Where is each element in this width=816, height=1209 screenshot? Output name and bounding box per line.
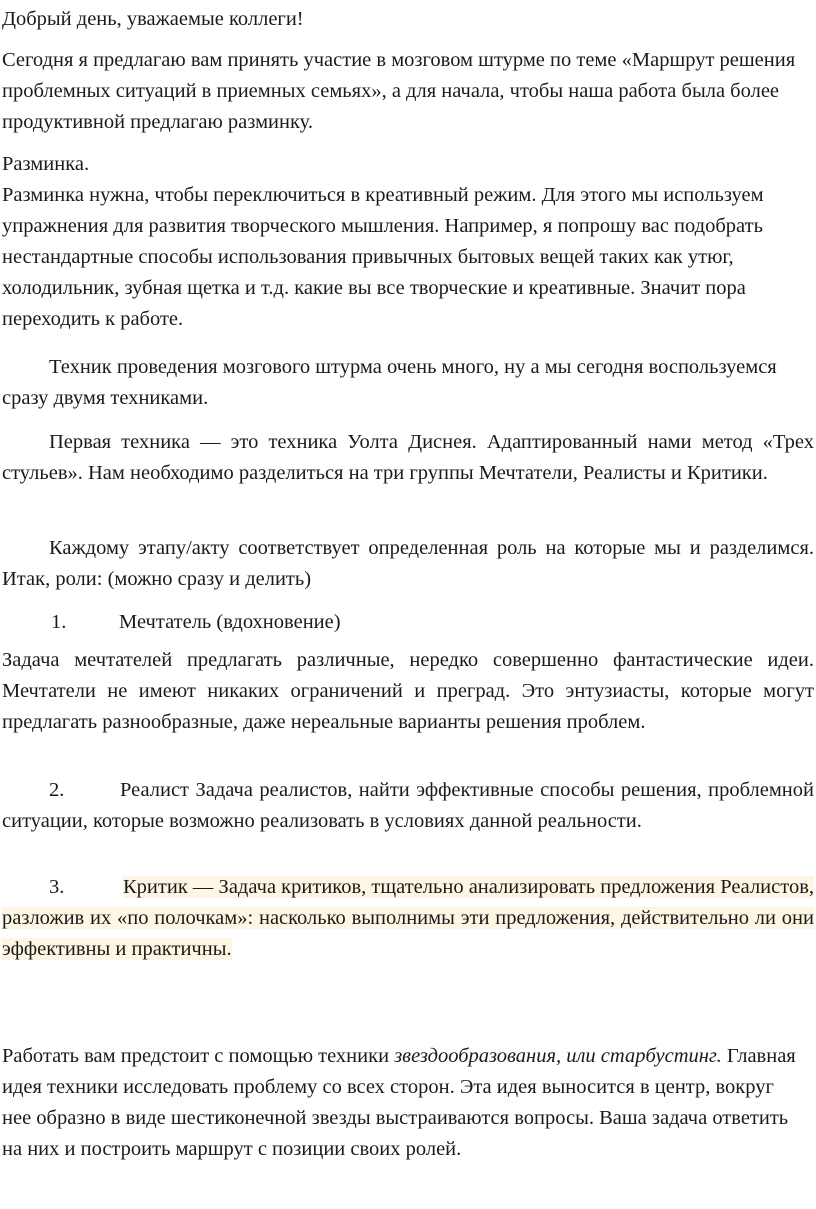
list-number: 2. <box>49 779 65 801</box>
second-technique-text: Главная идея техники исследовать проблему со всех сторон. Эта идея выносится в центр, вокруг нее образно в виде шестиконечной звезды выстраиваются вопросы. Ваша задача ответить на них и построить маршрут с позиции своих ролей. <box>2 1045 796 1160</box>
warmup-text: Разминка нужна, чтобы переключиться в креативный режим. Для этого мы используем упражнения для развития творческого мышления. Например, я попрошу вас подобрать нестандартные способы использования привычных бытовых вещей таких как утюг, холодильник, зубная щетка и т.д. какие вы все творческие и креативные. Значит пора переходить к работе. <box>2 184 764 330</box>
greeting: Добрый день, уважаемые коллеги! <box>2 8 304 30</box>
role-text: Реалист Задача реалистов, найти эффективные способы решения, проблемной ситуации, которые возможно реализовать в условиях данной реальности. <box>2 779 814 832</box>
role-description: Задача мечтателей предлагать различные, нередко совершенно фантастические идеи. Мечтатели не имеют никаких ограничений и преград. Это энтузиасты, которые могут предлагать разнообразные, даже нереальные варианты решения проблем. <box>2 649 814 733</box>
techniques-intro: Техник проведения мозгового штурма очень много, ну а мы сегодня воспользуемся сразу двумя техниками. <box>2 356 777 409</box>
roles-intro: Каждому этапу/акту соответствует определенная роль на которые мы и разделимся. Итак, роли: (можно сразу и делить) <box>2 537 814 590</box>
list-number: 3. <box>49 876 65 898</box>
role-item-realist <box>2 775 814 837</box>
role-item-dreamer <box>2 607 814 738</box>
second-technique-prefix: Работать вам предстоит с помощью техники <box>2 1045 395 1067</box>
role-text: Критик — Задача критиков, тщательно анализировать предложения Реалистов, разложив их «по полочкам»: насколько выполнимы эти предложения, действительно ли они эффективны и практичны. <box>2 876 814 960</box>
first-technique: Первая техника — это техника Уолта Диснея. Адаптированный нами метод «Трех стульев». Нам необходимо разделиться на три группы Мечтатели, Реалисты и Критики. <box>2 431 814 484</box>
intro-paragraph: Сегодня я предлагаю вам принять участие в мозговом штурме по теме «Маршрут решения проблемных ситуаций в приемных семьях», а для начала, чтобы наша работа была более продуктивной предлагаю разминку. <box>2 49 796 133</box>
list-number: 1. <box>51 611 67 633</box>
role-item-critic <box>2 872 814 965</box>
second-technique <box>2 1041 802 1165</box>
technique-name: звездообразования, или старбустинг. <box>394 1045 722 1067</box>
role-title: Мечтатель (вдохновение) <box>119 611 341 633</box>
warmup-title: Разминка. <box>2 153 90 175</box>
